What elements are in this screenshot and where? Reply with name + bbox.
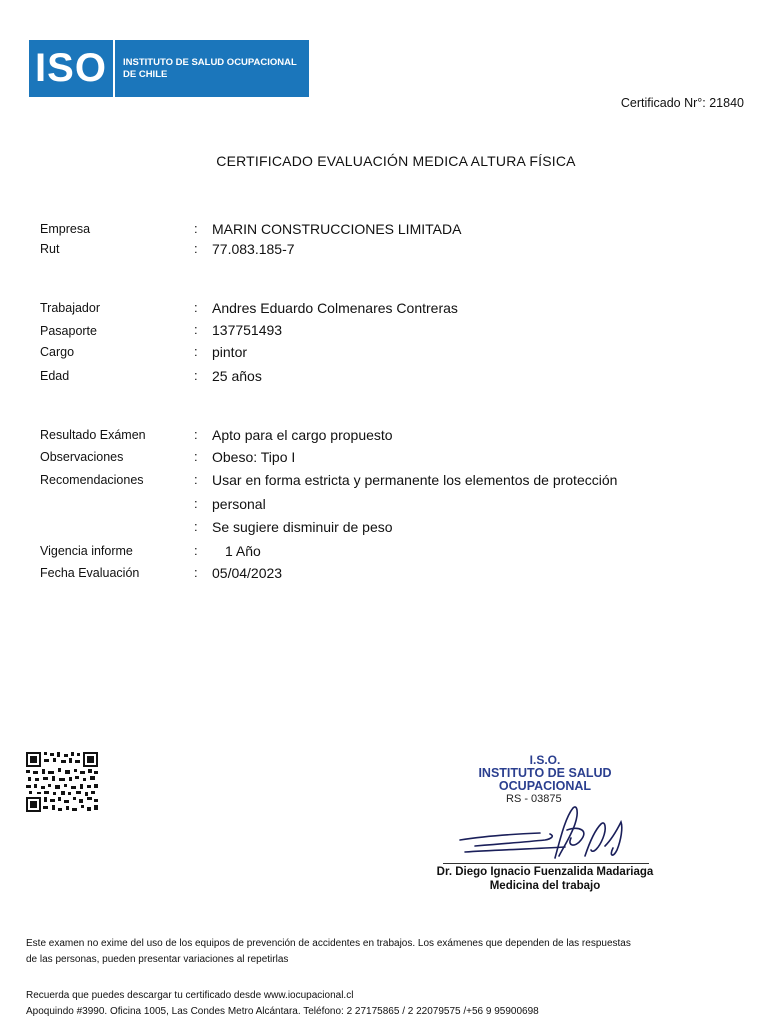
value-vigencia: 1 Año [225,543,261,559]
colon: : [194,565,198,580]
address-line: Apoquindo #3990. Oficina 1005, Las Condes Metro Alcántara. Teléfono: 2 27175865 / 2 22079575 /+56 9 95900698 [26,1006,539,1017]
label-empresa: Empresa [40,222,91,236]
label-rut: Rut [40,242,60,256]
colon: : [194,449,198,464]
logo-text-line2: DE CHILE [123,68,168,80]
stamp-line2: INSTITUTO DE SALUD [478,766,612,780]
handwritten-signature [455,800,635,866]
logo-mark: ISO [35,46,107,90]
colon: : [194,496,198,511]
colon: : [194,543,198,558]
colon: : [194,427,198,442]
contact-info [26,988,539,1020]
label-resultado: Resultado Exámen [40,428,146,442]
stamp-line1: I.S.O. [529,753,561,767]
iso-logo [29,40,309,97]
colon: : [194,221,198,236]
colon: : [194,322,198,337]
stamp-line3: OCUPACIONAL [498,779,592,793]
logo-text [115,57,308,81]
certificate-number: Certificado Nr°: 21840 [620,96,744,110]
value-recomendaciones-2: personal [212,496,266,512]
label-cargo: Cargo [40,345,75,359]
doctor-role: Medicina del trabajo [489,880,601,892]
value-resultado: Apto para el cargo propuesto [212,427,393,443]
label-fecha: Fecha Evaluación [40,566,140,580]
colon: : [194,519,198,534]
value-trabajador: Andres Eduardo Colmenares Contreras [212,300,458,316]
colon: : [194,241,198,256]
document-title: CERTIFICADO EVALUACIÓN MEDICA ALTURA FÍSICA [216,153,576,169]
qr-code [25,751,99,813]
value-fecha: 05/04/2023 [212,565,283,581]
value-pasaporte: 137751493 [212,322,283,338]
disclaimer-line1: Este examen no exime del uso de los equipos de prevención de accidentes en trabajos. Los exámenes que dependen de las respuestas [26,938,631,949]
colon: : [194,344,198,359]
stamp-rs-number: RS - 03875 [506,793,562,805]
label-observaciones: Observaciones [40,450,124,464]
disclaimer [26,936,631,968]
label-edad: Edad [40,369,70,383]
value-edad: 25 años [212,368,262,384]
value-cargo: pintor [212,344,248,360]
label-recomendaciones: Recomendaciones [40,473,144,487]
value-rut: 77.083.185-7 [212,241,295,257]
doctor-block [400,865,690,893]
label-vigencia: Vigencia informe [40,544,133,558]
label-pasaporte: Pasaporte [40,324,97,338]
value-recomendaciones-1: Usar en forma estricta y permanente los elementos de protección [212,472,618,488]
value-observaciones: Obeso: Tipo I [212,449,296,465]
value-recomendaciones-3: Se sugiere disminuir de peso [212,519,393,535]
signature-line [443,863,649,864]
institution-stamp [470,753,620,793]
logo-text-line1: INSTITUTO DE SALUD OCUPACIONAL [123,56,297,68]
doctor-name: Dr. Diego Ignacio Fuenzalida Madariaga [436,866,654,878]
colon: : [194,368,198,383]
value-empresa: MARIN CONSTRUCCIONES LIMITADA [212,221,462,237]
colon: : [194,472,198,487]
colon: : [194,300,198,315]
download-line: Recuerda que puedes descargar tu certificado desde www.iocupacional.cl [26,990,354,1001]
label-trabajador: Trabajador [40,301,100,315]
disclaimer-line2: de las personas, pueden presentar variaciones al repetirlas [26,954,289,965]
